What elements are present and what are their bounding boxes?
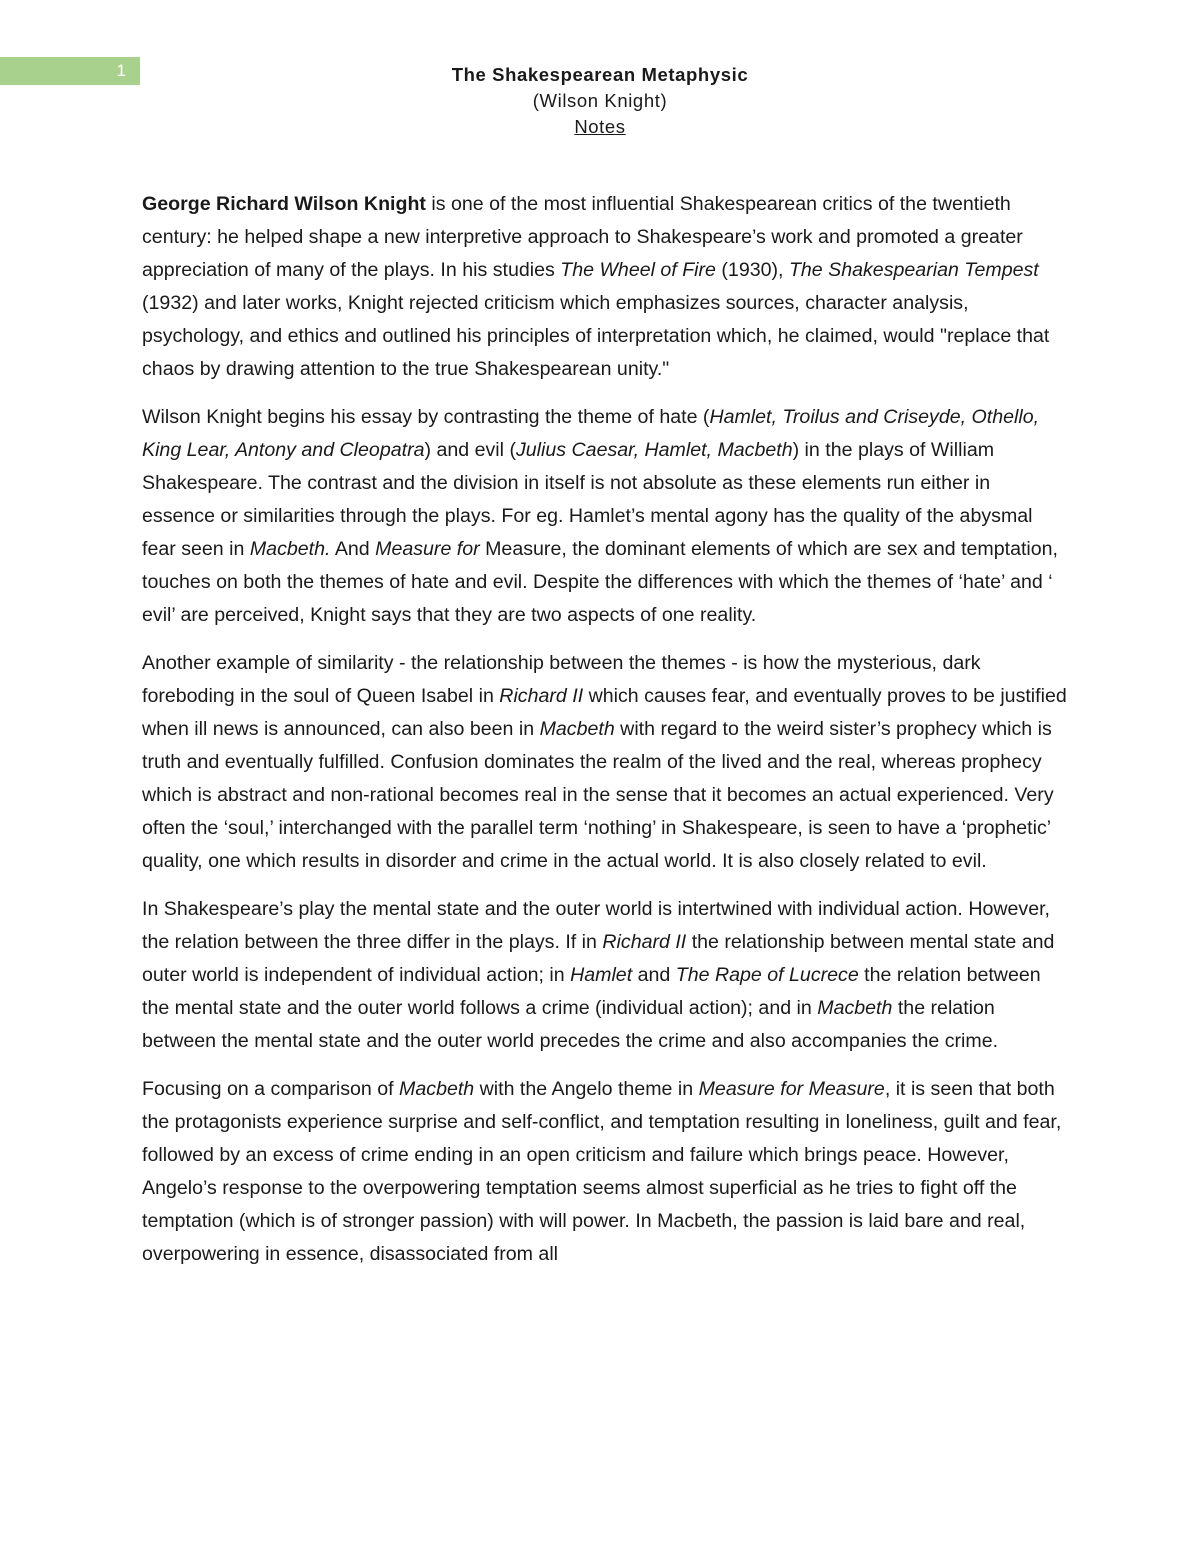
text-run: (1930), <box>715 259 789 281</box>
text-run: the relation between the mental state and the outer world follows a crime (individual action); and in <box>142 964 1041 1019</box>
play-title: Macbeth. <box>249 538 331 560</box>
text-run: Measure, the dominant elements of which are sex and temptation, touches on both the themes of hate and evil. Despite the differences with which the themes of ‘hate’ and ‘ evil’ are perceived, Knight says that they are two aspects of one reality. <box>142 538 1059 626</box>
paragraph-2 <box>142 401 1068 632</box>
text-run: and <box>632 964 676 986</box>
play-title: Measure for Measure <box>698 1078 885 1100</box>
text-run: ) and evil ( <box>424 439 516 461</box>
play-title: Macbeth <box>817 997 893 1019</box>
play-title: The Rape of Lucrece <box>675 964 859 986</box>
document-title: The Shakespearean Metaphysic <box>451 64 749 85</box>
play-title: Macbeth <box>399 1078 475 1100</box>
text-run: , it is seen that both the protagonists experience surprise and self-conflict, and temptation resulting in loneliness, guilt and fear, followed by an excess of crime ending in an open criticism and failure which brings peace. However, Angelo’s response to the overpowering temptation seems almost superficial as he tries to fight off the temptation (which is of stronger passion) with will power. In Macbeth, the passion is laid bare and real, overpowering in essence, disassociated from all <box>142 1078 1062 1265</box>
text-run: (1932) and later works, Knight rejected criticism which emphasizes sources, character analysis, psychology, and ethics and outlined his principles of interpretation which, he claimed, would "replace that chaos by drawing attention to the true Shakespearean unity." <box>142 292 1050 380</box>
text-run: which causes fear, and eventually proves to be justified when ill news is announced, can also been in <box>142 685 1067 740</box>
text-run: the relationship between mental state and outer world is independent of individual action; in <box>142 931 1055 986</box>
play-title: Richard II <box>499 685 584 707</box>
book-title: The Wheel of Fire <box>560 259 716 281</box>
play-title: Hamlet <box>570 964 633 986</box>
text-run: Another example of similarity - the relationship between the themes - is how the mysterious, dark foreboding in the soul of Queen Isabel in <box>142 652 981 707</box>
text-run: with the Angelo theme in <box>474 1078 699 1100</box>
text-run: And <box>330 538 376 560</box>
book-title: The Shakespearian Tempest <box>788 259 1039 281</box>
play-title: Measure for <box>375 538 480 560</box>
play-title: Richard II <box>602 931 687 953</box>
notes-label: Notes <box>574 116 626 137</box>
paragraph-3 <box>142 647 1068 878</box>
play-title: Macbeth <box>539 718 615 740</box>
paragraph-1 <box>142 188 1068 386</box>
paragraph-5 <box>142 1073 1068 1271</box>
text-run: with regard to the weird sister’s prophecy which is truth and eventually fulfilled. Confusion dominates the realm of the lived and the real, whereas prophecy which is abstract and non-rational becomes real in the sense that it becomes an actual experienced. Very often the ‘soul,’ interchanged with the parallel term ‘nothing’ in Shakespeare, is seen to have a ‘prophetic’ quality, one which results in disorder and crime in the actual world. It is also closely related to evil. <box>142 718 1054 872</box>
text-run: Wilson Knight begins his essay by contrasting the theme of hate ( <box>142 406 710 428</box>
text-run: Focusing on a comparison of <box>142 1078 400 1100</box>
text-run: In Shakespeare’s play the mental state and the outer world is intertwined with individual action. However, the relation between the three differ in the plays. If in <box>142 898 1050 953</box>
author-name: George Richard Wilson Knight <box>142 193 426 215</box>
paragraph-4 <box>142 893 1068 1058</box>
play-titles: Julius Caesar, Hamlet, Macbeth <box>515 439 793 461</box>
play-titles: Hamlet, Troilus and Criseyde, Othello, King Lear, Antony and Cleopatra <box>142 406 1040 461</box>
page-number: 1 <box>116 61 126 80</box>
text-run: ) in the plays of William Shakespeare. The contrast and the division in itself is not absolute as these elements run either in essence or similarities through the plays. For eg. Hamlet’s mental agony has the quality of the abysmal fear seen in <box>142 439 1033 560</box>
document-header <box>0 62 1200 140</box>
document-body <box>142 188 1068 1286</box>
text-run: is one of the most influential Shakespearean critics of the twentieth century: he helped shape a new interpretive approach to Shakespeare’s work and promoted a greater appreciation of many of the plays. In his studies <box>142 193 1023 281</box>
document-author: (Wilson Knight) <box>532 90 668 111</box>
text-run: the relation between the mental state and the outer world precedes the crime and also accompanies the crime. <box>142 997 999 1052</box>
